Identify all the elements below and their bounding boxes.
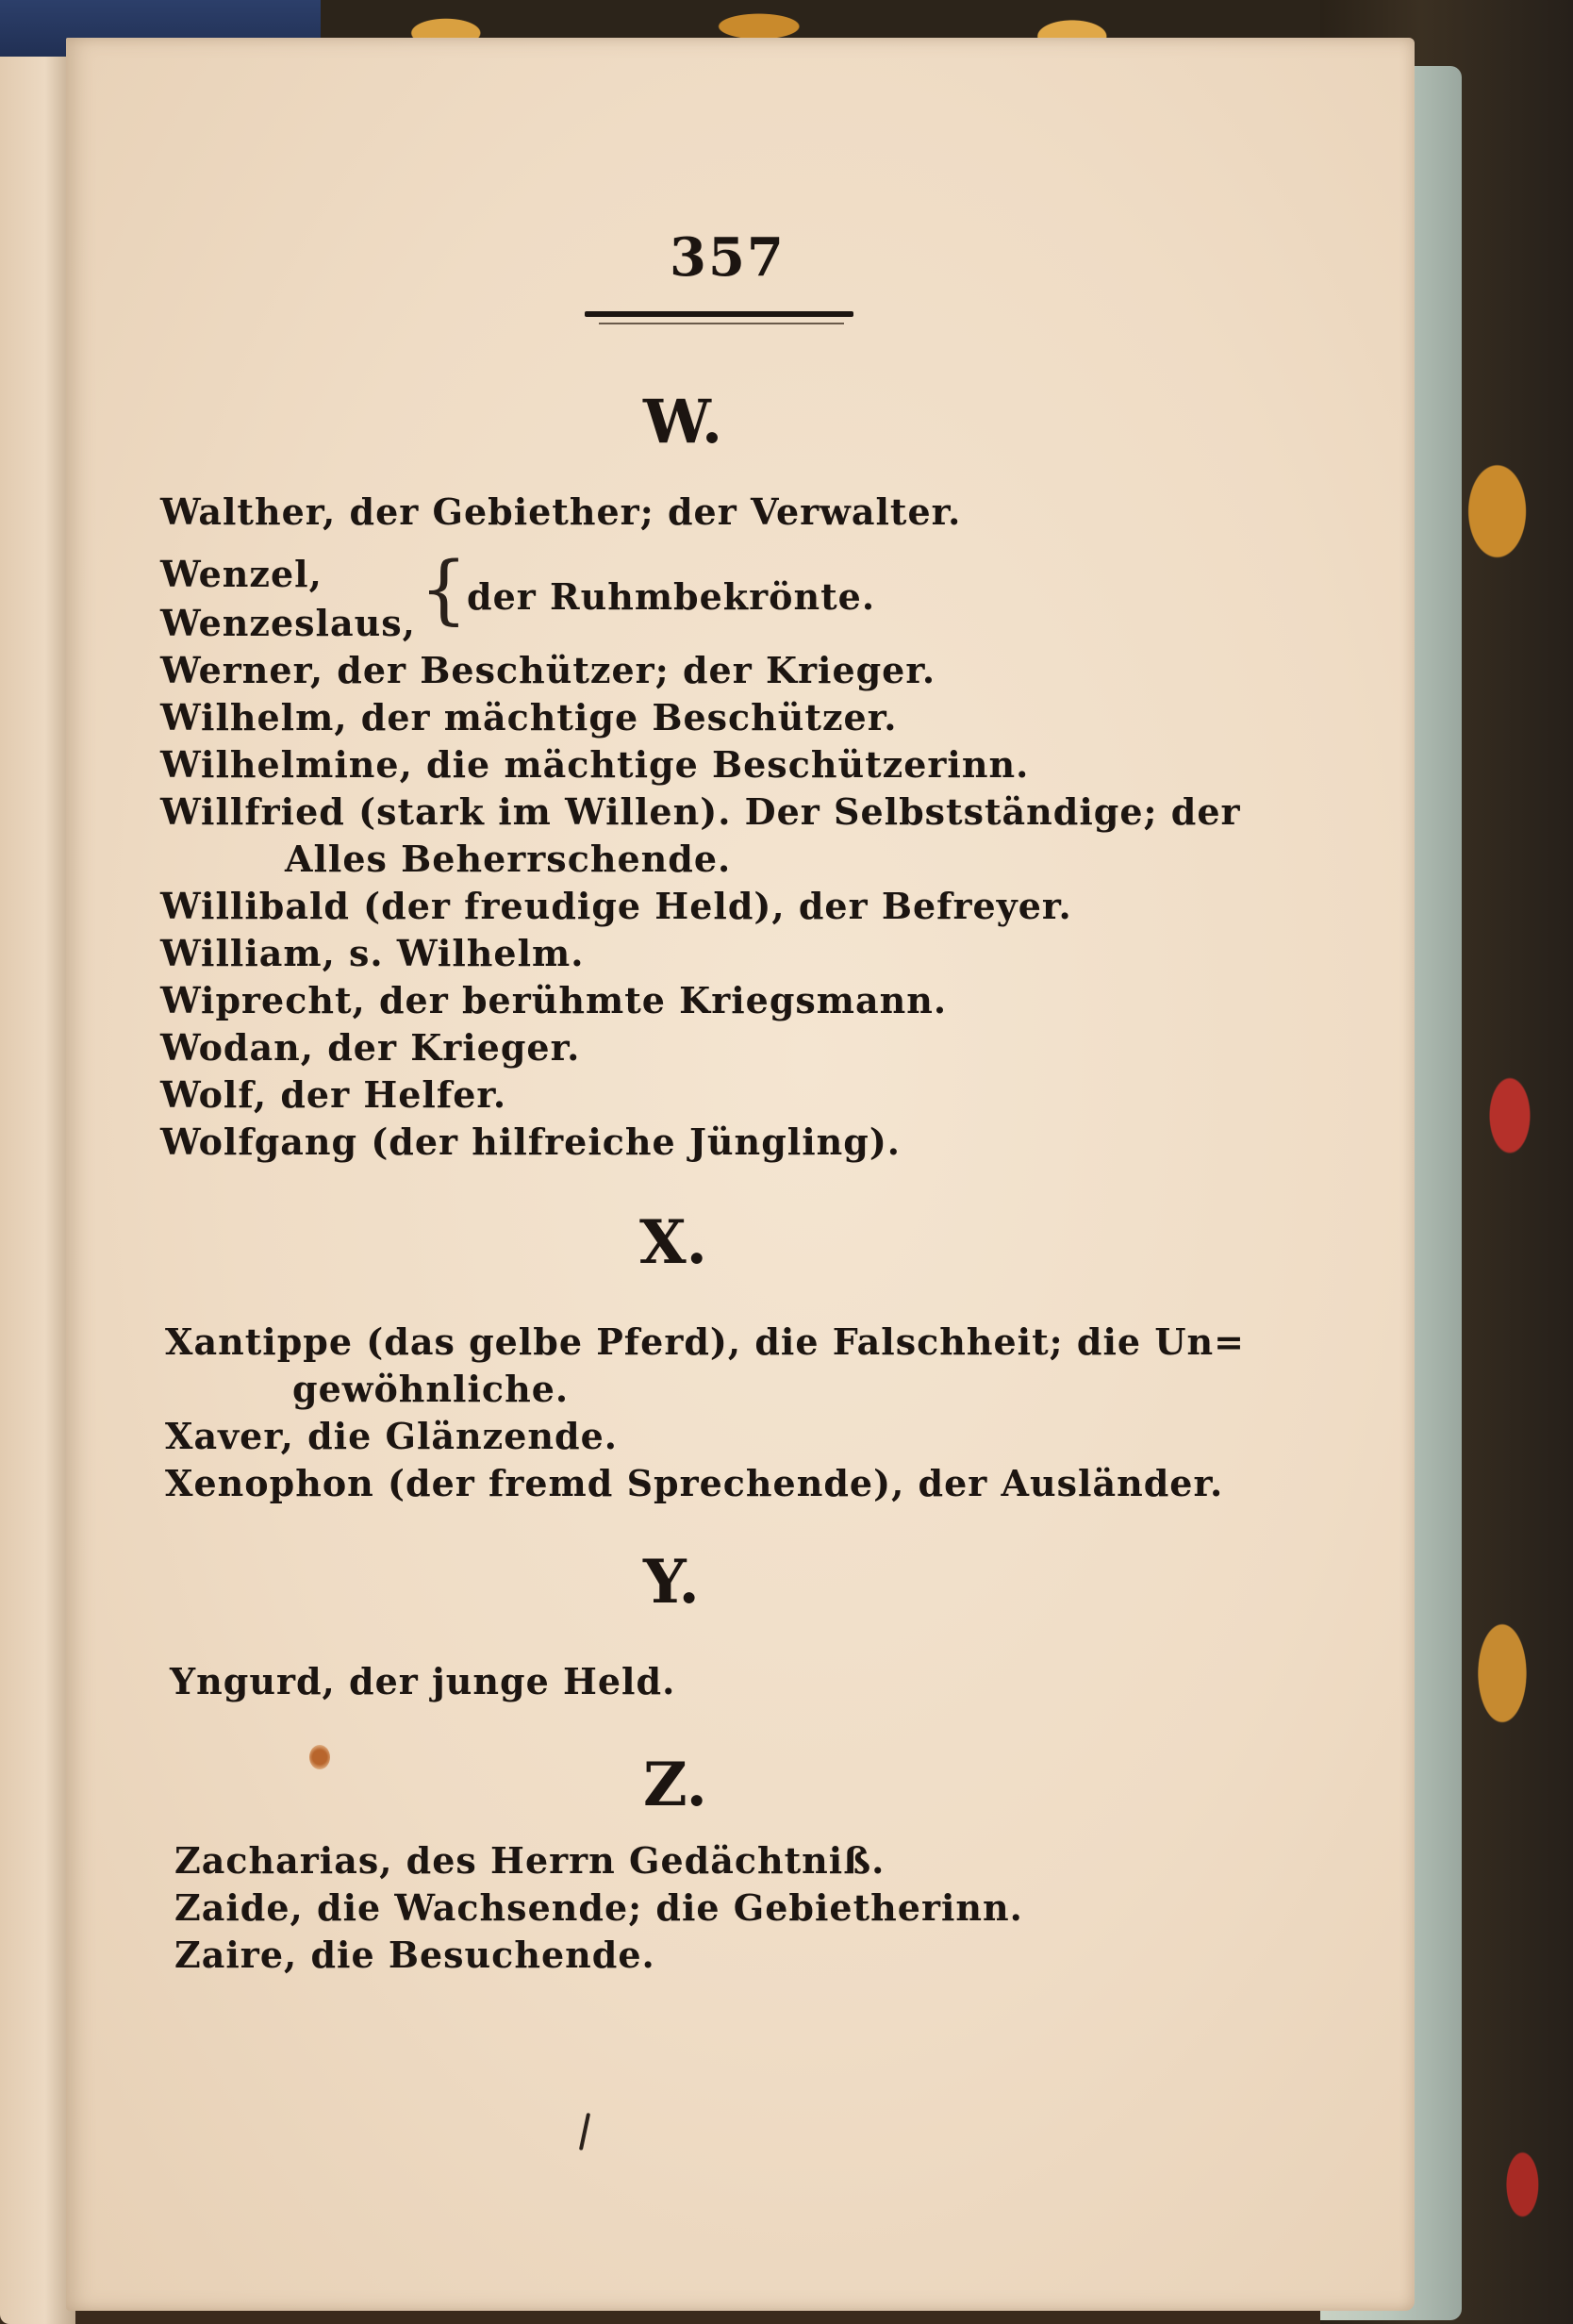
entry-willfried: Willfried (stark im Willen). Der Selbstständige; der (160, 790, 1241, 833)
book-page (66, 38, 1415, 2311)
entry-zacharias: Zacharias, des Herrn Gedächtniß. (174, 1839, 886, 1882)
header-rule-thin (599, 323, 844, 324)
entry-willibald: Willibald (der freudige Held), der Befreyer. (160, 885, 1072, 927)
entry-wiprecht: Wiprecht, der berühmte Kriegsmann. (160, 979, 948, 1021)
section-letter-x: X. (639, 1207, 707, 1278)
entry-zaide: Zaide, die Wachsende; die Gebietherinn. (174, 1886, 1023, 1929)
entry-xaver: Xaver, die Glänzende. (165, 1415, 618, 1457)
entry-xenophon: Xenophon (der fremd Sprechende), der Ausländer. (165, 1462, 1224, 1504)
entry-walther: Walther, der Gebiether; der Verwalter. (160, 490, 962, 533)
entry-zaire: Zaire, die Besuchende. (174, 1934, 655, 1976)
section-letter-z: Z. (643, 1750, 707, 1820)
entry-wilhelm: Wilhelm, der mächtige Beschützer. (160, 696, 898, 739)
facing-page-edge (0, 57, 75, 2324)
entry-yngurd: Yngurd, der junge Held. (170, 1660, 676, 1702)
page-number: 357 (670, 226, 786, 289)
entry-william: William, s. Wilhelm. (160, 932, 585, 974)
entry-xantippe-cont: gewöhnliche. (292, 1368, 570, 1410)
entry-wenzeslaus: Wenzeslaus, (160, 602, 416, 644)
brace-symbol: { (420, 545, 468, 633)
section-letter-y: Y. (643, 1547, 700, 1618)
entry-xantippe: Xantippe (das gelbe Pferd), die Falschheit; die Un= (165, 1320, 1245, 1363)
entry-wenzel-meaning: der Ruhmbekrönte. (467, 575, 876, 618)
entry-willfried-cont: Alles Beherrschende. (285, 838, 732, 880)
entry-wilhelmine: Wilhelmine, die mächtige Beschützerinn. (160, 743, 1030, 786)
section-letter-w: W. (643, 387, 723, 457)
header-rule (585, 311, 853, 317)
entry-wolf: Wolf, der Helfer. (160, 1073, 507, 1116)
paper-stain (309, 1745, 330, 1769)
pencil-mark (579, 2113, 590, 2150)
entry-wenzel: Wenzel, (160, 553, 323, 595)
entry-wodan: Wodan, der Krieger. (160, 1026, 581, 1069)
entry-werner: Werner, der Beschützer; der Krieger. (160, 649, 936, 691)
entry-wolfgang: Wolfgang (der hilfreiche Jüngling). (160, 1120, 902, 1163)
